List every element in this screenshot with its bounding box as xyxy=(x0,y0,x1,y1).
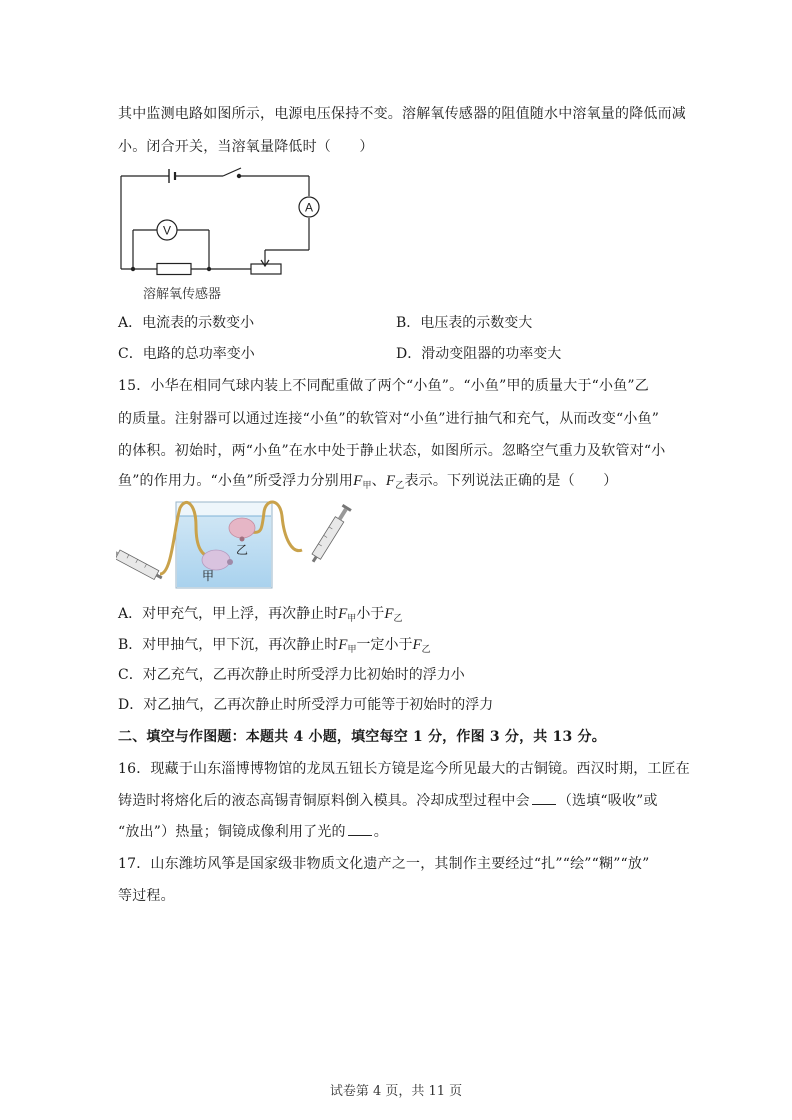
q14-option-b: B．电压表的示数变大 xyxy=(396,315,533,331)
q15-line-3: 的体积。初始时，两“小鱼”在水中处于静止状态，如图所示。忽略空气重力及软管对“小 xyxy=(118,443,666,459)
q15-option-b-start: B．对甲抽气，甲下沉，再次静止时 xyxy=(118,637,339,653)
option-a-sub-yi: 乙 xyxy=(393,614,403,624)
q15-line-4-end: 表示。下列说法正确的是（ ） xyxy=(404,473,618,489)
q14-option-c: C．电路的总功率变小 xyxy=(118,346,255,362)
option-b-sub-jia: 甲 xyxy=(347,645,357,655)
switch-contact xyxy=(237,174,240,177)
q15-option-a-mid: 小于 xyxy=(356,606,385,622)
label-yi: 乙 xyxy=(236,543,249,557)
q16-line-2-start: 铸造时将熔化后的液态高锡青铜原料倒入模具。冷却成型过程中会 xyxy=(118,793,530,809)
force-sub-jia: 甲 xyxy=(362,481,372,491)
option-a-f-yi: F xyxy=(384,606,394,622)
syringe-left xyxy=(116,543,164,582)
junction-dot-right xyxy=(207,267,211,271)
force-sub-yi: 乙 xyxy=(395,481,405,491)
q15-option-d: D．对乙抽气，乙再次静止时所受浮力可能等于初始时的浮力 xyxy=(118,697,494,713)
q16-line-3-end: 。 xyxy=(373,824,388,840)
junction-dot-left xyxy=(131,267,135,271)
section-2-heading: 二、填空与作图题：本题共 4 小题，填空每空 1 分，作图 3 分，共 13 分。 xyxy=(118,729,606,745)
q14-option-d: D．滑动变阻器的功率变大 xyxy=(396,346,562,362)
q14-option-a: A．电流表的示数变小 xyxy=(118,315,255,331)
option-a-f-jia: F xyxy=(338,606,348,622)
option-b-f-jia: F xyxy=(338,637,348,653)
answer-blank-2[interactable] xyxy=(348,823,372,836)
q15-line-2: 的质量。注射器可以通过连接“小鱼”的软管对“小鱼”进行抽气和充气，从而改变“小鱼” xyxy=(118,411,660,427)
sensor-resistor xyxy=(157,264,191,275)
fish-experiment-figure xyxy=(116,498,356,590)
ammeter-label: A xyxy=(304,200,314,215)
option-a-sub-jia: 甲 xyxy=(347,614,357,624)
fish-jia-balloon xyxy=(202,550,230,570)
page-footer: 试卷第 4 页，共 11 页 xyxy=(329,1084,463,1099)
circuit-diagram xyxy=(115,160,325,280)
syringe-right xyxy=(309,504,352,564)
force-symbol-yi: F xyxy=(385,473,396,489)
option-b-sub-yi: 乙 xyxy=(421,645,431,655)
q16-line-3 xyxy=(118,821,388,841)
q15-option-c: C．对乙充气，乙再次静止时所受浮力比初始时的浮力小 xyxy=(118,667,465,683)
q15-option-b-mid: 一定小于 xyxy=(356,637,413,653)
q16-line-2 xyxy=(118,790,658,810)
q15-line-1: 15．小华在相同气球内装上不同配重做了两个“小鱼”。“小鱼”甲的质量大于“小鱼”乙 xyxy=(118,378,649,394)
fish-yi-balloon xyxy=(229,518,255,538)
answer-blank-1[interactable] xyxy=(532,792,556,805)
q16-line-2-end: （选填“吸收”或 xyxy=(557,793,658,809)
force-separator: 、 xyxy=(371,473,386,489)
q15-option-a-start: A．对甲充气，甲上浮，再次静止时 xyxy=(118,606,339,622)
q16-line-1: 16．现藏于山东淄博博物馆的龙凤五钮长方镜是迄今所见最大的古铜镜。西汉时期，工匠在 xyxy=(118,761,691,777)
voltmeter-label: V xyxy=(162,223,172,238)
q15-line-4-start: 鱼”的作用力。“小鱼”所受浮力分别用 xyxy=(118,473,354,489)
q17-line-2: 等过程。 xyxy=(118,888,175,904)
fish-yi-weight xyxy=(240,537,245,542)
q15-option-b xyxy=(118,634,431,655)
q16-line-3-start: “放出”）热量；铜镜成像利用了光的 xyxy=(118,824,346,840)
label-jia: 甲 xyxy=(202,569,215,583)
sensor-caption: 溶解氧传感器 xyxy=(143,287,222,302)
force-symbol-jia: F xyxy=(353,473,363,489)
q15-option-a xyxy=(118,603,403,624)
fish-jia-weight xyxy=(227,559,233,565)
option-b-f-yi: F xyxy=(412,637,422,653)
q17-line-1: 17．山东潍坊风筝是国家级非物质文化遗产之一，其制作主要经过“扎”“绘”“糊”“放” xyxy=(118,856,650,872)
q15-line-4 xyxy=(118,470,617,491)
q14-line-1: 其中监测电路如图所示，电源电压保持不变。溶解氧传感器的阻值随水中溶氧量的降低而减 xyxy=(118,106,686,122)
q14-line-2: 小。闭合开关，当溶氧量降低时（ ） xyxy=(118,139,374,155)
